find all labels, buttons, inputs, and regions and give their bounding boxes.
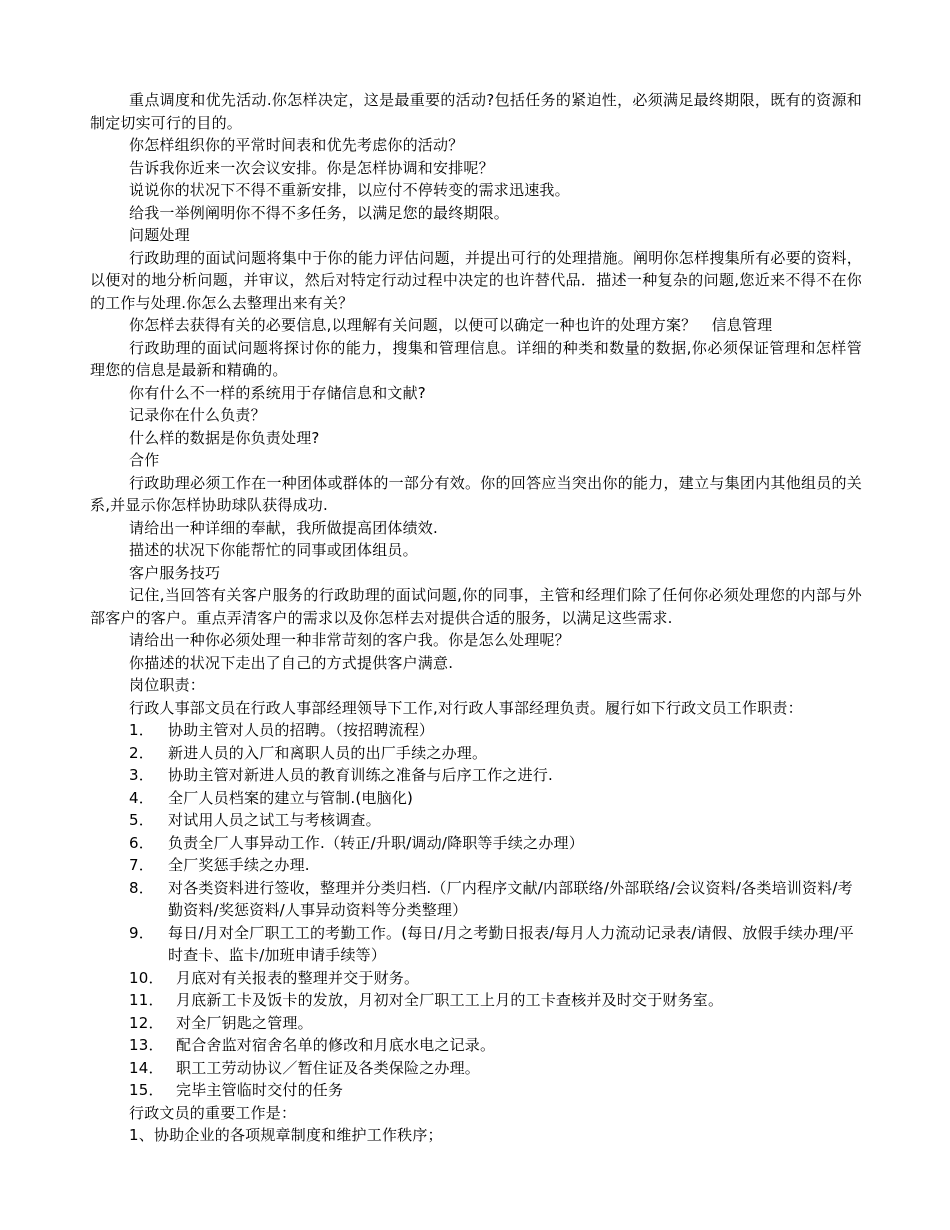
duty-number: 8．	[129, 878, 154, 897]
duty-text: 月底新工卡及饭卡的发放，月初对全厂职工工上月的工卡查核并及时交于财务室。	[176, 991, 724, 1009]
paragraph-8: 你怎样去获得有关的必要信息,以理解有关问题，以便可以确定一种也许的处理方案？ 信息管理	[129, 316, 773, 334]
duty-number: 7．	[129, 856, 154, 874]
paragraph-17: 客户服务技巧	[129, 563, 221, 582]
paragraph-5: 给我一举例阐明你不得不多任务，以满足您的最终期限。	[129, 203, 510, 222]
duty-item	[90, 764, 862, 787]
duty-text: 完毕主管临时交付的任务	[176, 1081, 344, 1099]
duty-item	[90, 832, 862, 855]
duty-text: 配合舍监对宿舍名单的修改和月底水电之记录。	[176, 1036, 496, 1054]
duty-text: 对各类资料进行签收，整理并分类归档.（厂内程序文献/内部联络/外部联络/会议资料/各类培训资料/考勤资料/奖惩资料/人事异动资料等分类整理）	[168, 878, 853, 919]
duty-text: 对试用人员之试工与考核调查。	[168, 811, 381, 829]
duty-item	[90, 787, 862, 810]
paragraph-3: 告诉我你近来一次会议安排。你是怎样协调和安排呢？	[129, 158, 494, 177]
paragraph-16: 描述的状况下你能帮忙的同事或团体组员。	[129, 541, 418, 559]
duty-number: 4．	[129, 788, 154, 807]
duty-text: 职工工劳动协议／暂住证及各类保险之办理。	[176, 1058, 481, 1077]
duty-text: 负责全厂人事异动工作.（转正/升职/调动/降职等手续之办理）	[168, 833, 584, 852]
duty-number: 11．	[129, 991, 164, 1009]
duty-item	[90, 967, 862, 990]
paragraph-4: 说说你的状况下不得不重新安排，以应付不停转变的需求迅速我。	[129, 181, 570, 199]
duty-text: 每日/月对全厂职工工的考勤工作。(每日/月之考勤日报表/每月人力流动记录表/请假、放假手续办理/平时查卡、监卡/加班申请手续等）	[168, 923, 854, 964]
duty-item	[90, 922, 862, 967]
duty-item	[90, 877, 862, 922]
paragraph-2: 你怎样组织你的平常时间表和优先考虑你的活动？	[129, 136, 464, 154]
duty-text: 协助主管对新进人员的教育训练之准备与后序工作之进行.	[168, 766, 553, 784]
duty-item	[90, 719, 862, 742]
closing-paragraph-1: 行政文员的重要工作是：	[129, 1103, 297, 1122]
duty-list	[90, 719, 862, 1102]
duty-item	[90, 1079, 862, 1102]
paragraph-11: 记录你在什么负责？	[129, 406, 266, 424]
duty-text: 全厂奖惩手续之办理.	[168, 856, 310, 874]
paragraph-20: 你描述的状况下走出了自己的方式提供客户满意.	[129, 653, 454, 672]
document-page	[90, 89, 862, 1147]
duty-text: 对全厂钥匙之管理。	[176, 1013, 313, 1032]
duty-item	[90, 1034, 862, 1057]
intro-paragraphs	[90, 89, 862, 719]
duty-number: 6．	[129, 833, 154, 852]
duty-number: 13．	[129, 1036, 164, 1054]
duty-item	[90, 989, 862, 1012]
duty-item	[90, 742, 862, 765]
duty-text: 全厂人员档案的建立与管制.(电脑化)	[168, 788, 414, 807]
duty-number: 5．	[129, 811, 154, 829]
duty-text: 月底对有关报表的整理并交于财务。	[176, 968, 420, 987]
paragraph-18: 记住,当回答有关客户服务的行政助理的面试问题,你的同事，主管和经理们除了任何你必须处理您的内部与外部客户的客户。重点弄清客户的需求以及你怎样去对提供合适的服务，以满足这些需求.	[90, 586, 862, 627]
closing-paragraph-2: 1、协助企业的各项规章制度和维护工作秩序；	[129, 1126, 443, 1144]
paragraph-7: 行政助理的面试问题将集中于你的能力评估问题，并提出可行的处理措施。阐明你怎样搜集所有必要的资料，以便对的地分析问题，并审议，然后对特定行动过程中决定的也许替代品．描述一种复杂的问题,您近来不得不在你的工作与处理.你怎么去整理出来有关？	[90, 248, 862, 312]
paragraph-21: 岗位职责：	[129, 676, 206, 694]
duty-number: 10．	[129, 968, 164, 987]
duty-number: 1．	[129, 721, 154, 739]
duty-item	[90, 1012, 862, 1035]
duty-item	[90, 854, 862, 877]
duty-text: 协助主管对人员的招聘。（按招聘流程）	[168, 721, 435, 739]
duty-number: 2．	[129, 743, 154, 762]
paragraph-19: 请给出一种你必须处理一种非常苛刻的客户我。你是怎么处理呢？	[129, 631, 570, 649]
paragraph-13: 合作	[129, 451, 160, 469]
duty-item	[90, 1057, 862, 1080]
duty-number: 9．	[129, 923, 154, 942]
paragraph-6: 问题处理	[129, 226, 190, 244]
duty-number: 12．	[129, 1013, 164, 1032]
paragraph-1: 重点调度和优先活动.你怎样决定，这是最重要的活动?包括任务的紧迫性，必须满足最终期限，既有的资源和制定切实可行的目的。	[90, 91, 862, 132]
duty-text: 新进人员的入厂和离职人员的出厂手续之办理。	[168, 743, 488, 762]
paragraph-15: 请给出一种详细的奉献，我所做提高团体绩效.	[129, 518, 438, 537]
paragraph-12: 什么样的数据是你负责处理?	[129, 428, 320, 447]
closing-paragraphs	[90, 1102, 862, 1147]
duty-item	[90, 809, 862, 832]
duty-number: 15．	[129, 1081, 164, 1099]
duty-number: 14．	[129, 1058, 164, 1077]
paragraph-22: 行政人事部文员在行政人事部经理领导下工作,对行政人事部经理负责。履行如下行政文员工作职责：	[129, 698, 803, 717]
paragraph-14: 行政助理必须工作在一种团体或群体的一部分有效。你的回答应当突出你的能力，建立与集团内其他组员的关系,并显示你怎样协助球队获得成功.	[90, 473, 862, 514]
paragraph-9: 行政助理的面试问题将探讨你的能力，搜集和管理信息。详细的种类和数量的数据,你必须保证管理和怎样管理您的信息是最新和精确的。	[90, 338, 862, 379]
paragraph-10: 你有什么不一样的系统用于存储信息和文献?	[129, 383, 426, 402]
duty-number: 3．	[129, 766, 154, 784]
